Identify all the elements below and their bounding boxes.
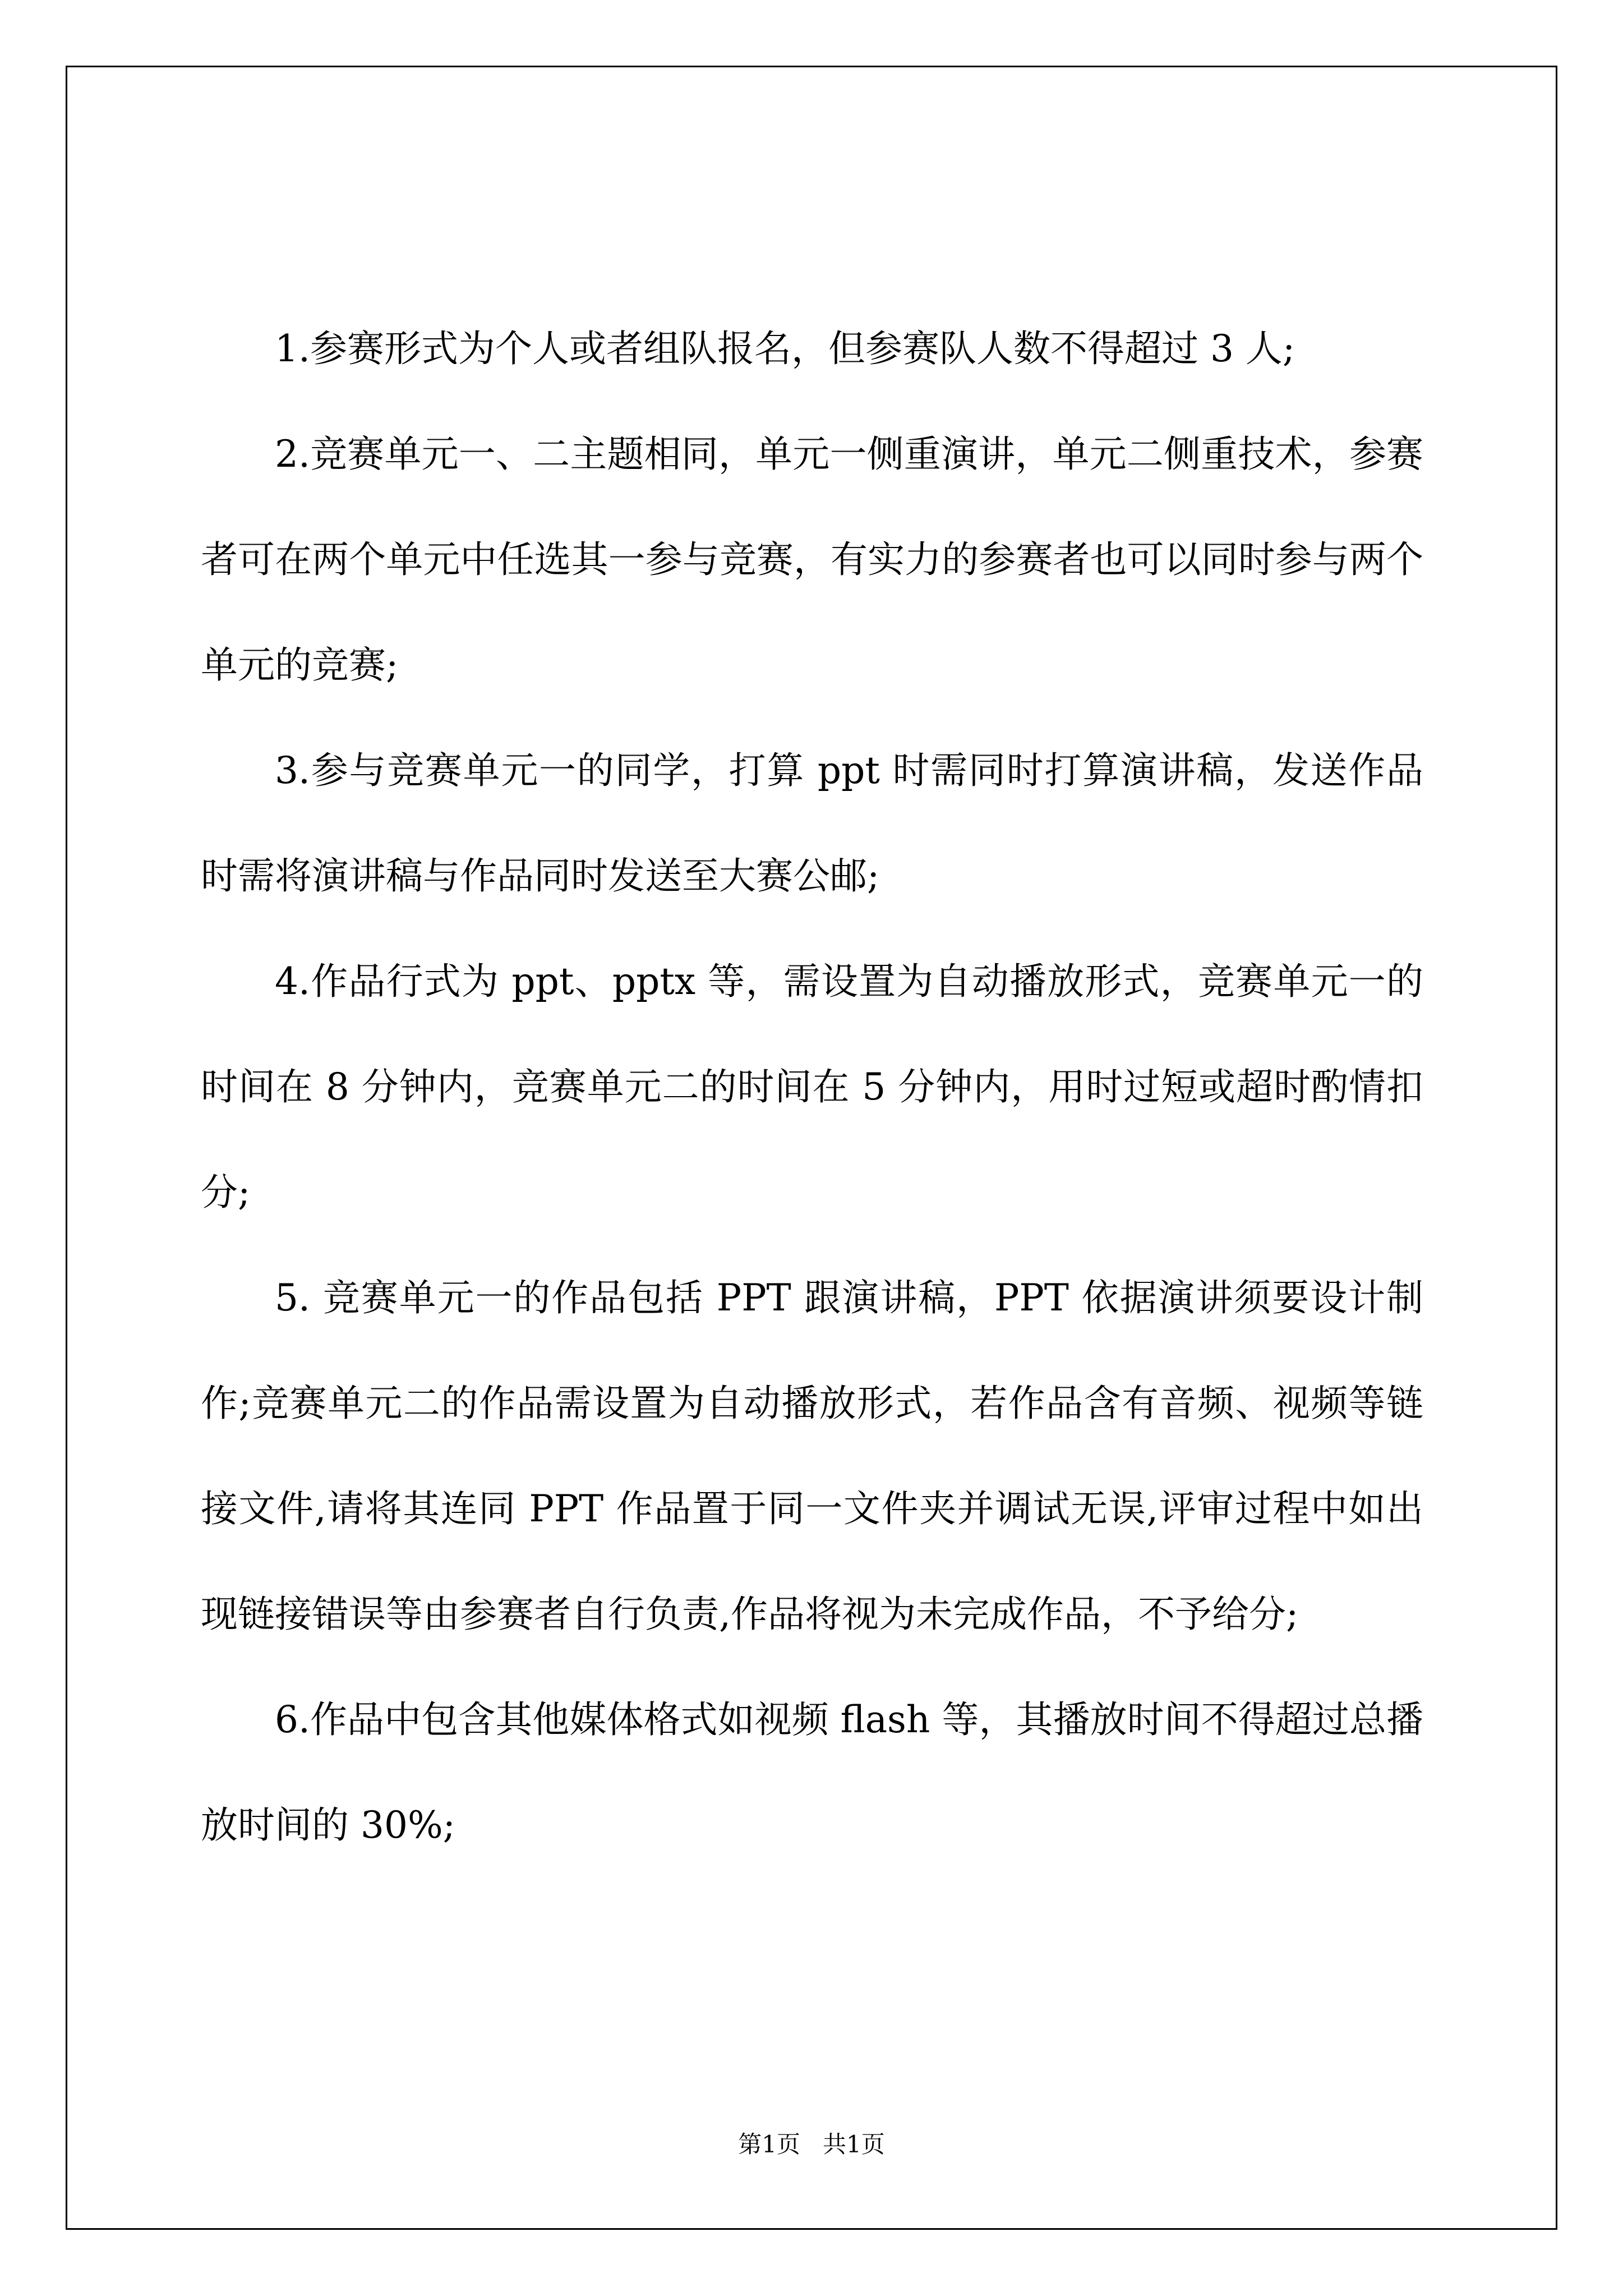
paragraph-6: 6.作品中包含其他媒体格式如视频 flash 等，其播放时间不得超过总播放时间的 30%;	[201, 1698, 1423, 1847]
paragraph-3: 3.参与竞赛单元一的同学，打算 ppt 时需同时打算演讲稿，发送作品时需将演讲稿与作品同时发送至大赛公邮;	[201, 749, 1423, 898]
page-number-footer: 第1页 共1页	[738, 2131, 885, 2158]
document-body	[201, 296, 1423, 1878]
paragraph-5: 5. 竞赛单元一的作品包括 PPT 跟演讲稿，PPT 依据演讲须要设计制作;竞赛单元二的作品需设置为自动播放形式，若作品含有音频、视频等链接文件,请将其连同 PPT 作品置于同一文件夹并调试无误,评审过程中如出现链接错误等由参赛者自行负责,作品将视为未完成作品，不予给分;	[201, 1276, 1423, 1636]
paragraph-2: 2.竞赛单元一、二主题相同，单元一侧重演讲，单元二侧重技术，参赛者可在两个单元中任选其一参与竞赛，有实力的参赛者也可以同时参与两个单元的竞赛;	[201, 432, 1423, 687]
paragraph-1: 1.参赛形式为个人或者组队报名，但参赛队人数不得超过 3 人;	[275, 327, 1295, 370]
paragraph-4: 4.作品行式为 ppt、pptx 等，需设置为自动播放形式，竞赛单元一的时间在 8 分钟内，竞赛单元二的时间在 5 分钟内，用时过短或超时酌情扣分;	[201, 960, 1423, 1214]
